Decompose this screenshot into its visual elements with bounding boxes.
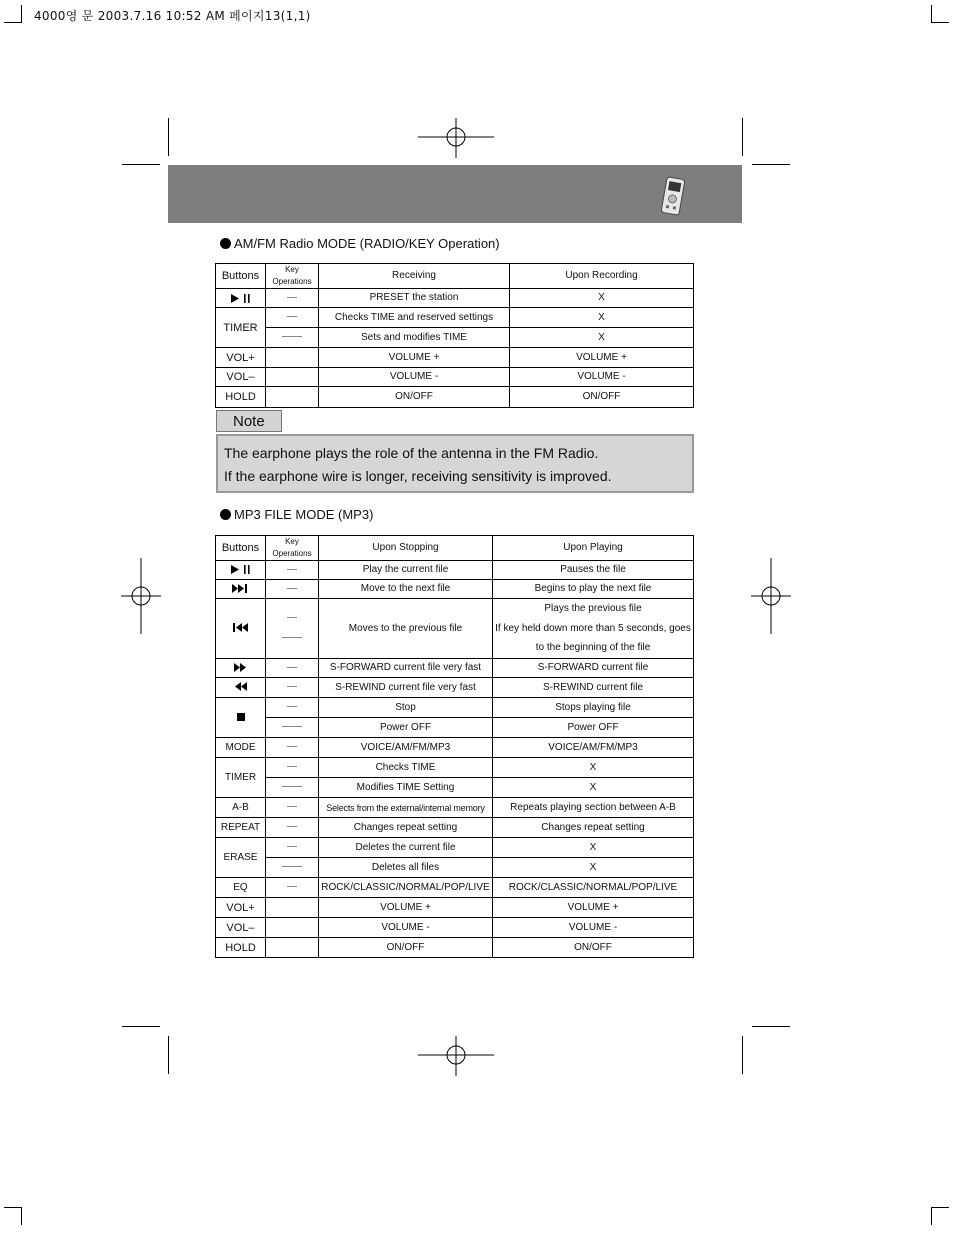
playing-cell: S-REWIND current file bbox=[493, 678, 694, 698]
mode-button-cell: MODE bbox=[216, 738, 266, 758]
hold-button-cell: HOLD bbox=[216, 938, 266, 958]
next-track-icon bbox=[232, 583, 250, 594]
stopping-cell: Modifies TIME Setting bbox=[319, 778, 493, 798]
key-operation-cell bbox=[266, 348, 319, 368]
short-press-cell bbox=[266, 798, 319, 818]
short-press-icon bbox=[287, 316, 297, 317]
print-header: 4000영 문 2003.7.16 10:52 AM 페이지13(1,1) bbox=[34, 9, 311, 23]
recording-cell: ON/OFF bbox=[510, 387, 694, 408]
rewind-button-cell bbox=[216, 678, 266, 698]
playing-line: Plays the previous file bbox=[544, 603, 642, 615]
table-row bbox=[216, 898, 694, 918]
table-row bbox=[216, 818, 694, 838]
hold-button-cell: HOLD bbox=[216, 387, 266, 408]
header-banner bbox=[168, 165, 742, 223]
receiving-cell: PRESET the station bbox=[319, 289, 510, 308]
column-header-upon-stopping: Upon Stopping bbox=[319, 536, 493, 561]
stopping-cell: S-FORWARD current file very fast bbox=[319, 659, 493, 678]
registration-mark-bottom bbox=[418, 1036, 494, 1076]
short-press-cell bbox=[266, 580, 319, 599]
playing-cell: X bbox=[493, 838, 694, 858]
note-box bbox=[216, 434, 694, 493]
erase-button-cell: ERASE bbox=[216, 838, 266, 878]
table-row bbox=[216, 738, 694, 758]
table-row bbox=[216, 368, 694, 387]
receiving-cell: VOLUME + bbox=[319, 348, 510, 368]
key-operation-cell bbox=[266, 938, 319, 958]
short-press-icon bbox=[287, 746, 297, 747]
table-row bbox=[216, 918, 694, 938]
rewind-icon bbox=[233, 681, 249, 692]
short-press-cell bbox=[266, 758, 319, 778]
short-press-icon bbox=[287, 297, 297, 298]
table-row bbox=[216, 778, 694, 798]
short-press-cell bbox=[266, 878, 319, 898]
table-row bbox=[216, 387, 694, 408]
stopping-cell: ROCK/CLASSIC/NORMAL/POP/LIVE bbox=[319, 878, 493, 898]
long-press-icon bbox=[282, 726, 302, 727]
stopping-cell: ON/OFF bbox=[319, 938, 493, 958]
key-operation-cell bbox=[266, 918, 319, 938]
table-row bbox=[216, 659, 694, 678]
fast-forward-icon bbox=[233, 662, 249, 673]
table-row bbox=[216, 678, 694, 698]
note-label: Note bbox=[216, 410, 282, 432]
table-row bbox=[216, 580, 694, 599]
registration-mark-top bbox=[418, 118, 494, 158]
receiving-cell: Checks TIME and reserved settings bbox=[319, 308, 510, 328]
long-press-icon bbox=[282, 637, 302, 638]
playing-cell: X bbox=[493, 778, 694, 798]
column-header-upon-recording: Upon Recording bbox=[510, 264, 694, 289]
column-header-upon-playing: Upon Playing bbox=[493, 536, 694, 561]
table-header-row bbox=[216, 536, 694, 561]
playing-cell: ON/OFF bbox=[493, 938, 694, 958]
stopping-cell: Checks TIME bbox=[319, 758, 493, 778]
table-row bbox=[216, 838, 694, 858]
vol-plus-button-cell: VOL+ bbox=[216, 898, 266, 918]
stopping-cell: Changes repeat setting bbox=[319, 818, 493, 838]
stopping-cell: VOICE/AM/FM/MP3 bbox=[319, 738, 493, 758]
stopping-cell: Stop bbox=[319, 698, 493, 718]
playing-cell: Pauses the file bbox=[493, 561, 694, 580]
stopping-cell: S-REWIND current file very fast bbox=[319, 678, 493, 698]
long-press-cell bbox=[266, 858, 319, 878]
short-press-icon bbox=[287, 826, 297, 827]
key-operation-cell bbox=[266, 387, 319, 408]
stopping-cell: Moves to the previous file bbox=[319, 599, 493, 659]
key-operation-cell bbox=[266, 599, 319, 659]
timer-button-cell: TIMER bbox=[216, 758, 266, 798]
playing-cell: ROCK/CLASSIC/NORMAL/POP/LIVE bbox=[493, 878, 694, 898]
stopping-cell: Move to the next file bbox=[319, 580, 493, 599]
table-row bbox=[216, 289, 694, 308]
vol-plus-button-cell: VOL+ bbox=[216, 348, 266, 368]
key-operation-cell bbox=[266, 368, 319, 387]
radio-mode-title: AM/FM Radio MODE (RADIO/KEY Operation) bbox=[234, 236, 500, 251]
radio-mode-table bbox=[215, 263, 694, 408]
timer-button-cell: TIMER bbox=[216, 308, 266, 348]
playing-cell: Stops playing file bbox=[493, 698, 694, 718]
next-button-cell bbox=[216, 580, 266, 599]
registration-mark-left bbox=[121, 558, 161, 634]
playing-cell: Changes repeat setting bbox=[493, 818, 694, 838]
play-pause-icon bbox=[230, 293, 252, 304]
key-operation-cell bbox=[266, 898, 319, 918]
playing-cell: VOLUME + bbox=[493, 898, 694, 918]
mp3-player-device-icon bbox=[659, 176, 687, 216]
stopping-cell: VOLUME - bbox=[319, 918, 493, 938]
playing-cell: VOLUME - bbox=[493, 918, 694, 938]
mp3-mode-table bbox=[215, 535, 694, 958]
recording-cell: VOLUME - bbox=[510, 368, 694, 387]
playing-cell: Power OFF bbox=[493, 718, 694, 738]
short-press-cell bbox=[266, 838, 319, 858]
receiving-cell: ON/OFF bbox=[319, 387, 510, 408]
stopping-cell: Deletes the current file bbox=[319, 838, 493, 858]
stop-button-cell bbox=[216, 698, 266, 738]
short-press-icon bbox=[287, 588, 297, 589]
long-press-cell bbox=[266, 778, 319, 798]
playing-cell: X bbox=[493, 858, 694, 878]
fast-forward-button-cell bbox=[216, 659, 266, 678]
a-b-button-cell: A-B bbox=[216, 798, 266, 818]
playing-cell: X bbox=[493, 758, 694, 778]
stop-icon bbox=[236, 712, 246, 722]
long-press-cell bbox=[266, 718, 319, 738]
playing-cell bbox=[493, 599, 694, 659]
short-press-icon bbox=[287, 686, 297, 687]
previous-button-cell bbox=[216, 599, 266, 659]
short-press-cell bbox=[266, 678, 319, 698]
table-row bbox=[216, 348, 694, 368]
short-press-icon bbox=[287, 886, 297, 887]
mp3-mode-title: MP3 FILE MODE (MP3) bbox=[234, 507, 374, 522]
playing-cell: S-FORWARD current file bbox=[493, 659, 694, 678]
play-pause-button-cell bbox=[216, 289, 266, 308]
bullet-icon bbox=[220, 509, 231, 520]
mp3-mode-heading bbox=[220, 507, 373, 522]
table-row bbox=[216, 858, 694, 878]
radio-mode-heading bbox=[220, 236, 500, 251]
playing-line: to the beginning of the file bbox=[535, 642, 651, 654]
column-header-buttons: Buttons bbox=[216, 264, 266, 289]
vol-minus-button-cell: VOL– bbox=[216, 918, 266, 938]
bullet-icon bbox=[220, 238, 231, 249]
short-press-cell bbox=[266, 698, 319, 718]
note-line-2: If the earphone wire is longer, receiving sensitivity is improved. bbox=[224, 468, 612, 484]
stopping-cell: Deletes all files bbox=[319, 858, 493, 878]
table-row bbox=[216, 328, 694, 348]
note-line-1: The earphone plays the role of the antenna in the FM Radio. bbox=[224, 445, 599, 461]
short-press-icon bbox=[287, 766, 297, 767]
column-header-key-operations: Key Operations bbox=[266, 264, 319, 289]
short-press-icon bbox=[287, 667, 297, 668]
table-row bbox=[216, 561, 694, 580]
long-press-icon bbox=[282, 866, 302, 867]
column-header-receiving: Receiving bbox=[319, 264, 510, 289]
table-header-row bbox=[216, 264, 694, 289]
repeat-button-cell: REPEAT bbox=[216, 818, 266, 838]
eq-button-cell: EQ bbox=[216, 878, 266, 898]
table-row bbox=[216, 878, 694, 898]
short-press-icon bbox=[287, 806, 297, 807]
long-press-cell bbox=[266, 328, 319, 348]
recording-cell: X bbox=[510, 328, 694, 348]
short-press-cell bbox=[266, 561, 319, 580]
table-row bbox=[216, 798, 694, 818]
playing-cell: VOICE/AM/FM/MP3 bbox=[493, 738, 694, 758]
playing-cell: Repeats playing section between A-B bbox=[493, 798, 694, 818]
receiving-cell: VOLUME - bbox=[319, 368, 510, 387]
playing-cell: Begins to play the next file bbox=[493, 580, 694, 599]
short-press-icon bbox=[287, 617, 297, 618]
column-header-buttons: Buttons bbox=[216, 536, 266, 561]
table-row bbox=[216, 308, 694, 328]
previous-track-icon bbox=[232, 622, 250, 633]
table-row bbox=[216, 938, 694, 958]
playing-line: If key held down more than 5 seconds, goes bbox=[495, 622, 691, 634]
short-press-cell bbox=[266, 818, 319, 838]
table-row bbox=[216, 698, 694, 718]
short-press-cell bbox=[266, 308, 319, 328]
long-press-icon bbox=[282, 336, 302, 337]
play-pause-icon bbox=[230, 564, 252, 575]
table-row bbox=[216, 718, 694, 738]
stopping-cell: VOLUME + bbox=[319, 898, 493, 918]
stopping-cell: Play the current file bbox=[319, 561, 493, 580]
stopping-cell: Selects from the external/internal memory bbox=[319, 798, 493, 818]
column-header-key-operations: Key Operations bbox=[266, 536, 319, 561]
short-press-icon bbox=[287, 706, 297, 707]
stopping-cell: Power OFF bbox=[319, 718, 493, 738]
vol-minus-button-cell: VOL– bbox=[216, 368, 266, 387]
table-row bbox=[216, 758, 694, 778]
recording-cell: VOLUME + bbox=[510, 348, 694, 368]
long-press-icon bbox=[282, 786, 302, 787]
registration-mark-right bbox=[751, 558, 791, 634]
table-row bbox=[216, 599, 694, 659]
receiving-cell: Sets and modifies TIME bbox=[319, 328, 510, 348]
short-press-cell bbox=[266, 659, 319, 678]
short-press-icon bbox=[287, 846, 297, 847]
recording-cell: X bbox=[510, 308, 694, 328]
play-pause-button-cell bbox=[216, 561, 266, 580]
short-press-icon bbox=[287, 569, 297, 570]
recording-cell: X bbox=[510, 289, 694, 308]
short-press-cell bbox=[266, 738, 319, 758]
short-press-cell bbox=[266, 289, 319, 308]
